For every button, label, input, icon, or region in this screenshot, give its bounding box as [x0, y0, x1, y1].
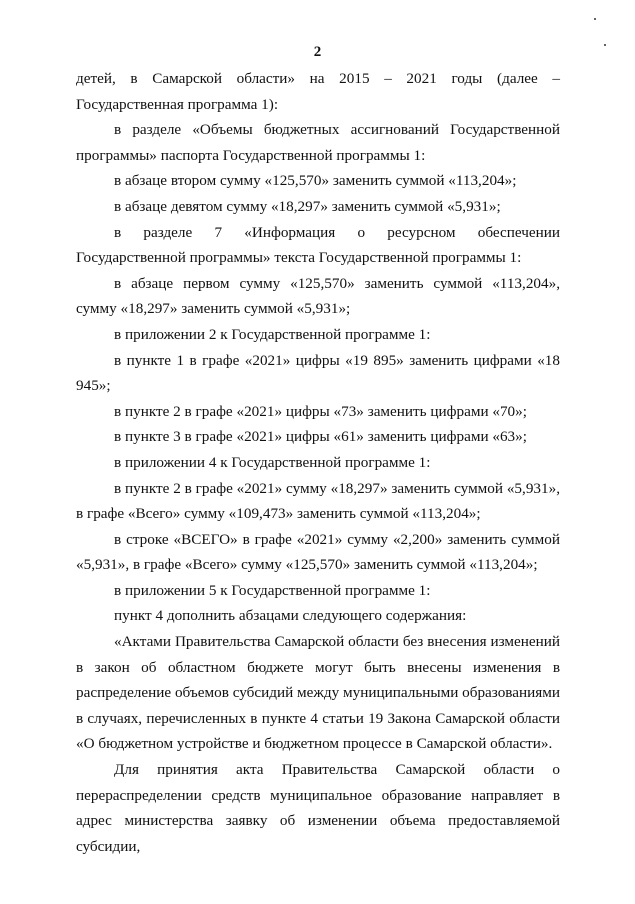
paragraph: в пункте 3 в графе «2021» цифры «61» заменить цифрами «63»; [114, 428, 527, 446]
scan-speck [604, 44, 606, 46]
paragraph: в абзаце девятом сумму «18,297» заменить суммой «5,931»; [114, 197, 501, 215]
scan-speck [594, 18, 596, 20]
paragraph: в абзаце втором сумму «125,570» заменить суммой «113,204»; [114, 172, 517, 190]
paragraph: в пункте 1 в графе «2021» цифры «19 895» заменить цифрами «18 945»; [76, 351, 560, 395]
paragraph: в пункте 2 в графе «2021» сумму «18,297» заменить суммой «5,931», в графе «Всего» сумму «109,473» заменить суммой «113,204»; [76, 479, 560, 523]
paragraph: «Актами Правительства Самарской области без внесения изменений в закон об областном бюджете могут быть внесены изменения в распределение объемов субсидий между муниципальными образованиями в случаях, перечисленных в пункте 4 статьи 19 Закона Самарской области «О бюджетном устройстве и бюджетном процессе в Самарской области». [76, 633, 560, 753]
paragraph: Для принятия акта Правительства Самарской области о перераспределении средств муниципальное образование направляет в адрес министерства заявку об изменении объема предоставляемой субсидии, [76, 761, 560, 855]
paragraph: детей, в Самарской области» на 2015 – 2021 годы (далее – Государственная программа 1): [76, 70, 560, 113]
paragraph: в строке «ВСЕГО» в графе «2021» сумму «2,200» заменить суммой «5,931», в графе «Всего» сумму «125,570» заменить суммой «113,204»; [76, 530, 560, 574]
paragraph: в пункте 2 в графе «2021» цифры «73» заменить цифрами «70»; [114, 402, 527, 420]
paragraph: в разделе 7 «Информация о ресурсном обеспечении Государственной программы» текста Государственной программы 1: [76, 223, 560, 267]
paragraph: в приложении 2 к Государственной программе 1: [114, 325, 431, 343]
paragraph: пункт 4 дополнить абзацами следующего содержания: [114, 607, 467, 625]
paragraph: в приложении 4 к Государственной программе 1: [114, 453, 431, 471]
paragraph: в приложении 5 к Государственной программе 1: [114, 581, 431, 599]
page-number: 2 [313, 44, 322, 60]
paragraph: в абзаце первом сумму «125,570» заменить суммой «113,204», сумму «18,297» заменить суммой «5,931»; [76, 274, 560, 318]
document-body [76, 66, 560, 859]
paragraph: в разделе «Объемы бюджетных ассигнований Государственной программы» паспорта Государственной программы 1: [76, 121, 560, 164]
